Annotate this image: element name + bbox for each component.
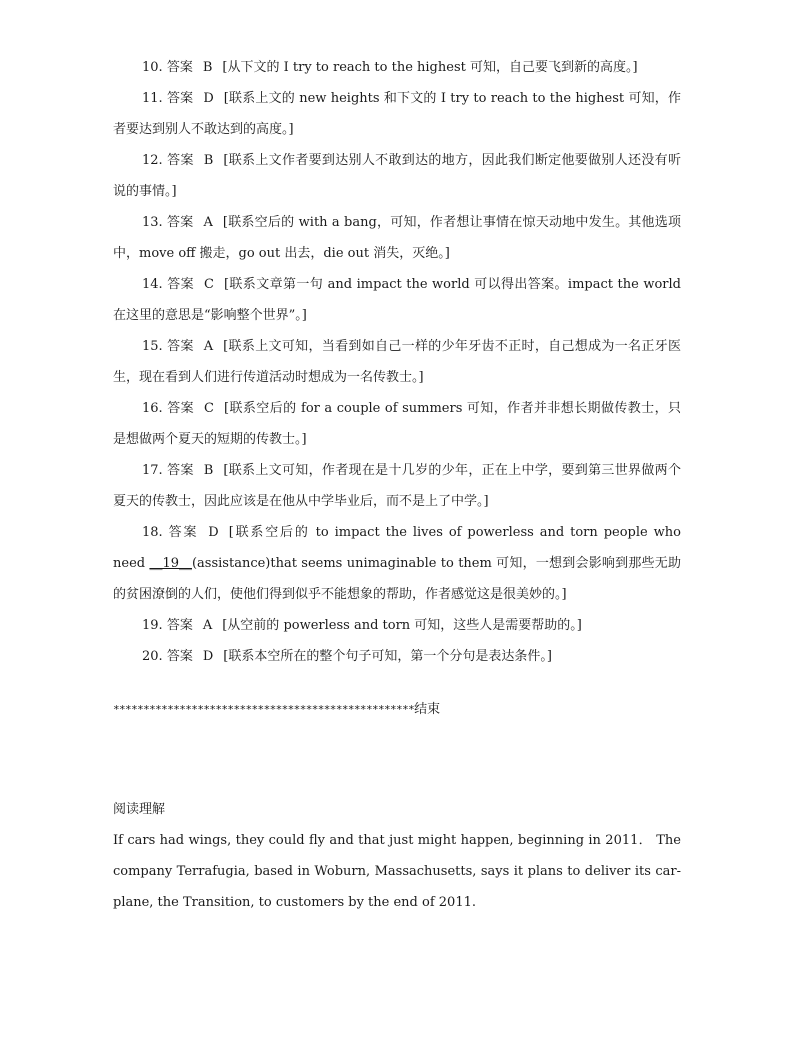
answer-explanation: [从空前的 powerless and torn 可知，这些人是需要帮助的。] bbox=[222, 618, 582, 633]
answer-number: 11. bbox=[142, 91, 163, 106]
answer-explanation: [从下文的 I try to reach to the highest 可知，自己要飞到新的高度。] bbox=[222, 60, 638, 75]
answer-explanation: [联系上文可知，作者现在是十几岁的少年，正在上中学，要到第三世界做两个夏天的传教士，因此应该是在他从中学毕业后，而不是上了中学。] bbox=[113, 463, 681, 509]
answer-choice: A bbox=[203, 339, 214, 354]
answer-12 bbox=[113, 145, 681, 207]
reading-passage bbox=[113, 825, 681, 918]
passage-paragraph: If cars had wings, they could fly and that just might happen, beginning in 2011． The company Terrafugia, based in Woburn, Massachusetts, says it plans to deliver its car-plane, the Transition, to customers by the end of 2011. bbox=[113, 833, 681, 910]
answer-19 bbox=[113, 610, 681, 641]
answer-label: 答案 bbox=[166, 618, 193, 633]
answer-choice: B bbox=[203, 463, 214, 478]
answer-choice: A bbox=[202, 618, 213, 633]
answer-explanation: [联系空后的 for a couple of summers 可知，作者并非想长期做传教士，只是想做两个夏天的短期的传教士。] bbox=[113, 401, 681, 447]
answer-choice: C bbox=[204, 277, 214, 292]
answer-label: 答案 bbox=[167, 91, 194, 106]
answer-choice: B bbox=[203, 153, 214, 168]
answer-explanation: [联系上文的 new heights 和下文的 I try to reach to the highest 可知，作者要达到别人不敢达到的高度。] bbox=[113, 91, 681, 137]
section-title: 阅读理解 bbox=[113, 802, 166, 817]
answer-number: 13. bbox=[142, 215, 163, 230]
answer-explanation: [联系上文作者要到达别人不敢到达的地方，因此我们断定他要做别人还没有听说的事情。] bbox=[113, 153, 681, 199]
answer-explanation-continued: (assistance)that seems unimaginable to them 可知，一想到会影响到那些无助的贫困潦倒的人们，使他们得到似乎不能想象的帮助，作者感觉这是很美妙的。] bbox=[113, 556, 681, 602]
answer-number: 16. bbox=[142, 401, 163, 416]
end-label: 结束 bbox=[414, 702, 441, 717]
answer-label: 答案 bbox=[166, 60, 193, 75]
answer-choice: D bbox=[208, 525, 219, 540]
answer-20 bbox=[113, 641, 681, 672]
answer-number: 17. bbox=[142, 463, 163, 478]
answer-number: 12. bbox=[142, 153, 163, 168]
answer-14 bbox=[113, 269, 681, 331]
answer-15 bbox=[113, 331, 681, 393]
separator-stars: ************************************************** bbox=[113, 703, 415, 716]
answer-label: 答案 bbox=[167, 277, 194, 292]
answer-label: 答案 bbox=[168, 525, 199, 540]
answer-number: 18. bbox=[142, 525, 163, 540]
answer-explanation: [联系本空所在的整个句子可知，第一个分句是表达条件。] bbox=[223, 649, 552, 664]
answer-explanation: [联系空后的 to impact the lives of powerless and torn people who need bbox=[113, 525, 681, 571]
answer-label: 答案 bbox=[166, 649, 193, 664]
answer-13 bbox=[113, 207, 681, 269]
answer-choice: A bbox=[203, 215, 213, 230]
answer-11 bbox=[113, 83, 681, 145]
answer-choice: D bbox=[203, 91, 214, 106]
answer-label: 答案 bbox=[167, 215, 194, 230]
answer-explanation: [联系文章第一句 and impact the world 可以得出答案。impact the world 在这里的意思是“影响整个世界”。] bbox=[113, 277, 681, 323]
answer-18 bbox=[113, 517, 681, 610]
answer-number: 15. bbox=[142, 339, 163, 354]
answer-number: 10. bbox=[142, 60, 163, 75]
answer-10 bbox=[113, 52, 681, 83]
answer-label: 答案 bbox=[167, 339, 194, 354]
answer-number: 20. bbox=[142, 649, 163, 664]
end-separator bbox=[113, 700, 440, 720]
answer-choice: B bbox=[202, 60, 213, 75]
answer-17 bbox=[113, 455, 681, 517]
answer-number: 14. bbox=[142, 277, 163, 292]
answer-explanation: [联系空后的 with a bang，可知，作者想让事情在惊天动地中发生。其他选项中，move off 搬走，go out 出去，die out 消失，灭绝。] bbox=[113, 215, 681, 261]
answer-label: 答案 bbox=[167, 153, 194, 168]
reading-section bbox=[113, 794, 681, 918]
blank-19: __19__ bbox=[149, 556, 192, 571]
answer-number: 19. bbox=[142, 618, 163, 633]
answer-label: 答案 bbox=[167, 401, 195, 416]
answer-16 bbox=[113, 393, 681, 455]
answer-key bbox=[113, 52, 681, 672]
answer-choice: D bbox=[202, 649, 214, 664]
answer-label: 答案 bbox=[167, 463, 194, 478]
answer-explanation: [联系上文可知，当看到如自己一样的少年牙齿不正时，自己想成为一名正牙医生，现在看到人们进行传道活动时想成为一名传教士。] bbox=[113, 339, 681, 385]
answer-choice: C bbox=[204, 401, 214, 416]
